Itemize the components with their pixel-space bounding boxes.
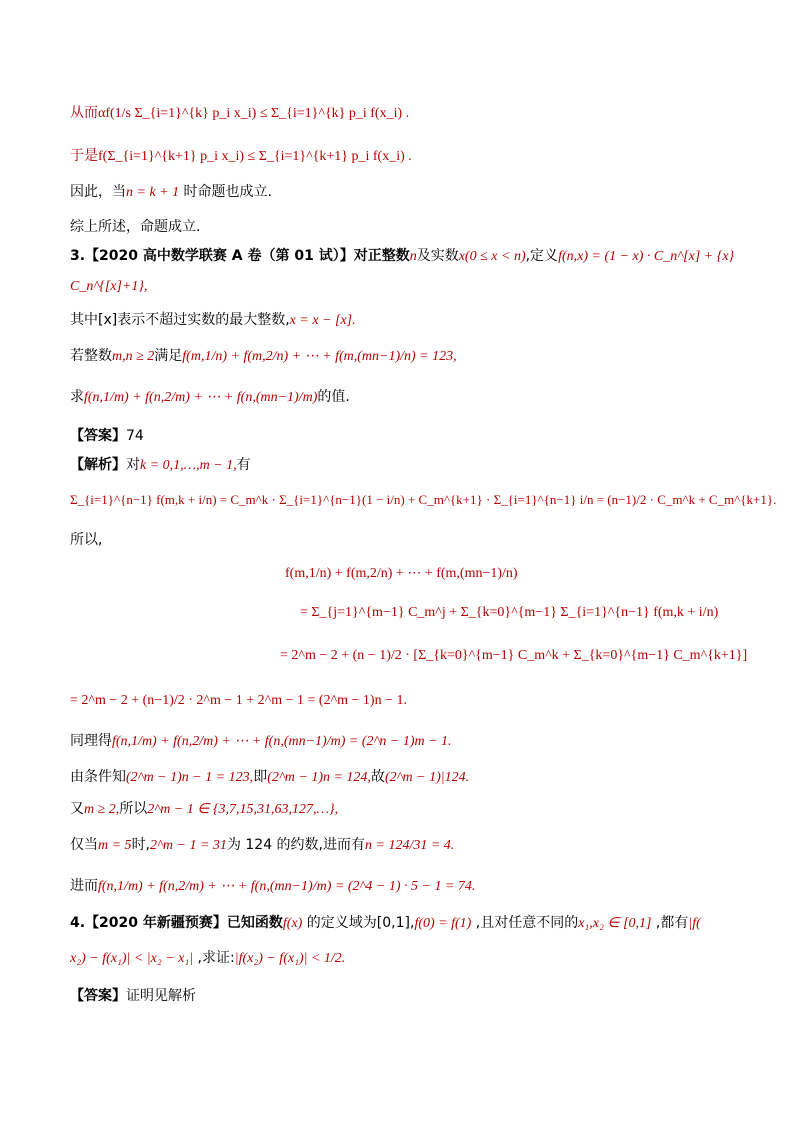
formula: f(n,1/m) + f(n,2/m) + ⋯ + f(n,(mn−1)/m)	[84, 390, 318, 405]
text: 因此，当	[70, 184, 126, 200]
formula: f(m,1/n) + f(m,2/n) + ⋯ + f(m,(mn−1)/n) = 123,	[182, 349, 457, 364]
text: 故	[370, 769, 385, 785]
text: 4.【2020 年新疆预赛】已知函数	[70, 915, 283, 931]
formula: f(0) = f(1)	[414, 916, 472, 931]
answer-value: 证明见解析	[126, 988, 196, 1004]
formula: 2^m − 1 = 31	[150, 838, 227, 853]
formula: |f(x₂) − f(x₁)| < 1/2.	[234, 951, 346, 966]
text: 仅当	[70, 837, 98, 853]
text-line-2	[70, 146, 412, 167]
text: ,都有	[651, 915, 689, 931]
text: 求	[70, 389, 84, 405]
formula: |f(	[688, 916, 701, 931]
text-line-15	[70, 731, 452, 752]
text: 所以	[119, 801, 148, 817]
problem-4-heading	[70, 913, 701, 934]
text: 对	[126, 457, 140, 473]
formula: x₂) − f(x₁)| < |x₂ − x₁|	[70, 951, 194, 966]
answer-line	[70, 426, 144, 446]
text: 其中[x]表示不超过实数	[70, 312, 216, 328]
formula: (2^m − 1)|124.	[384, 770, 470, 785]
answer-label: 【答案】	[70, 988, 126, 1004]
text-line-14	[70, 690, 407, 711]
formula: (2^m − 1)n = 124,	[267, 770, 371, 785]
formula: n	[409, 249, 417, 264]
formula: C_n^{[x]+1},	[70, 279, 148, 294]
text: 综上所述，命题成立.	[70, 219, 201, 235]
formula: = 2^m − 2 + (n−1)/2 · 2^m − 1 + 2^m − 1 = (2^m − 1)n − 1.	[70, 693, 407, 708]
problem-3-heading	[70, 246, 734, 267]
formula: x(0 ≤ x < n)	[458, 249, 526, 264]
formula: 从而αf(1/s Σ_{i=1}^{k} p_i x_i) ≤ Σ_{i=1}^{k} p_i f(x_i) .	[70, 106, 410, 121]
text-line-19	[70, 876, 475, 897]
formula: = Σ_{j=1}^{m−1} C_m^j + Σ_{k=0}^{m−1} Σ_{i=1}^{n−1} f(m,k + i/n)	[300, 605, 719, 620]
formula: n = k + 1	[126, 185, 180, 200]
analysis-line	[70, 455, 251, 476]
text-line-4	[70, 217, 200, 237]
analysis-label: 【解析】	[70, 457, 126, 473]
text: 所以,	[70, 532, 103, 548]
formula: x₁,x₂ ∈ [0,1]	[578, 916, 652, 931]
text: 同理得	[70, 733, 112, 749]
text: 时命题也成立.	[179, 184, 273, 200]
text: 若整数	[70, 348, 112, 364]
text-line-8	[70, 346, 457, 367]
answer-label: 【答案】	[70, 428, 126, 444]
formula: f(n,1/m) + f(n,2/m) + ⋯ + f(n,(mn−1)/m) = (2^4 − 1) · 5 − 1 = 74.	[98, 879, 476, 894]
text: 进而	[70, 878, 98, 894]
formula: m,n ≥ 2	[112, 349, 155, 364]
formula: m ≥ 2,	[84, 802, 120, 817]
formula: f(x)	[282, 916, 303, 931]
formula: n = 124/31 = 4.	[365, 838, 455, 853]
text: 为 124 的约数,进而有	[226, 837, 366, 853]
text-line-21	[70, 948, 345, 969]
text-line-17	[70, 799, 338, 820]
text-line-1	[70, 103, 409, 124]
text-line-9	[70, 387, 350, 408]
text: 又	[70, 801, 84, 817]
derivation-line-2	[300, 605, 718, 621]
final-answer-line	[70, 986, 196, 1006]
text: 时,	[131, 837, 151, 853]
formula: k = 0,1,…,m − 1,	[140, 458, 237, 473]
text-line-13	[70, 530, 102, 550]
derivation-line-1	[285, 565, 518, 582]
text: 满足	[154, 348, 183, 364]
formula: (2^m − 1)n − 1 = 123,	[126, 770, 254, 785]
text-line-12	[70, 490, 776, 511]
formula: 于是f(Σ_{i=1}^{k+1} p_i x_i) ≤ Σ_{i=1}^{k+1} p_i f(x_i) .	[70, 149, 412, 164]
formula: f(n,1/m) + f(n,2/m) + ⋯ + f(n,(mn−1)/m) = (2^n − 1)m − 1.	[112, 734, 452, 749]
formula: Σ_{i=1}^{n−1} f(m,k + i/n) = C_m^k · Σ_{i=1}^{n−1}(1 − i/n) + C_m^{k+1} · Σ_{i=1}^{n−1} i/n = (n−1)/2 · C_m^k + C_m^{k+1}.	[70, 492, 777, 507]
formula: f(n,x) = (1 − x) · C_n^[x] + {x}	[558, 249, 735, 264]
text: ,且对任意不同的	[471, 915, 579, 931]
text: 由条件知	[70, 769, 126, 785]
formula: = 2^m − 2 + (n − 1)/2 · [Σ_{k=0}^{m−1} C_m^k + Σ_{k=0}^{m−1} C_m^{k+1}]	[280, 648, 748, 663]
text: 及实数	[416, 248, 459, 264]
text: 的值.	[317, 389, 350, 405]
text-line-6	[70, 276, 148, 297]
text: ,求证:	[193, 950, 235, 966]
formula: 2^m − 1 ∈ {3,7,15,31,63,127,…},	[147, 802, 339, 817]
text: 的定义域为[0,1],	[302, 915, 415, 931]
formula: m = 5	[98, 838, 132, 853]
text: 3.【2020 高中数学联赛 A 卷（第 01 试）】对正整数	[70, 248, 410, 264]
text: 有	[236, 457, 251, 473]
formula: x = x − [x].	[289, 313, 356, 328]
formula: f(m,1/n) + f(m,2/n) + ⋯ + f(m,(mn−1)/n)	[285, 566, 518, 581]
text: 的最大整数,	[215, 312, 290, 328]
derivation-line-3	[280, 648, 747, 664]
text: ,定义	[525, 248, 559, 264]
text-line-7	[70, 310, 356, 331]
text-line-3	[70, 182, 272, 203]
text-line-18	[70, 835, 454, 856]
text-line-16	[70, 767, 469, 788]
answer-value: 74	[126, 428, 144, 444]
text: 即	[253, 769, 268, 785]
